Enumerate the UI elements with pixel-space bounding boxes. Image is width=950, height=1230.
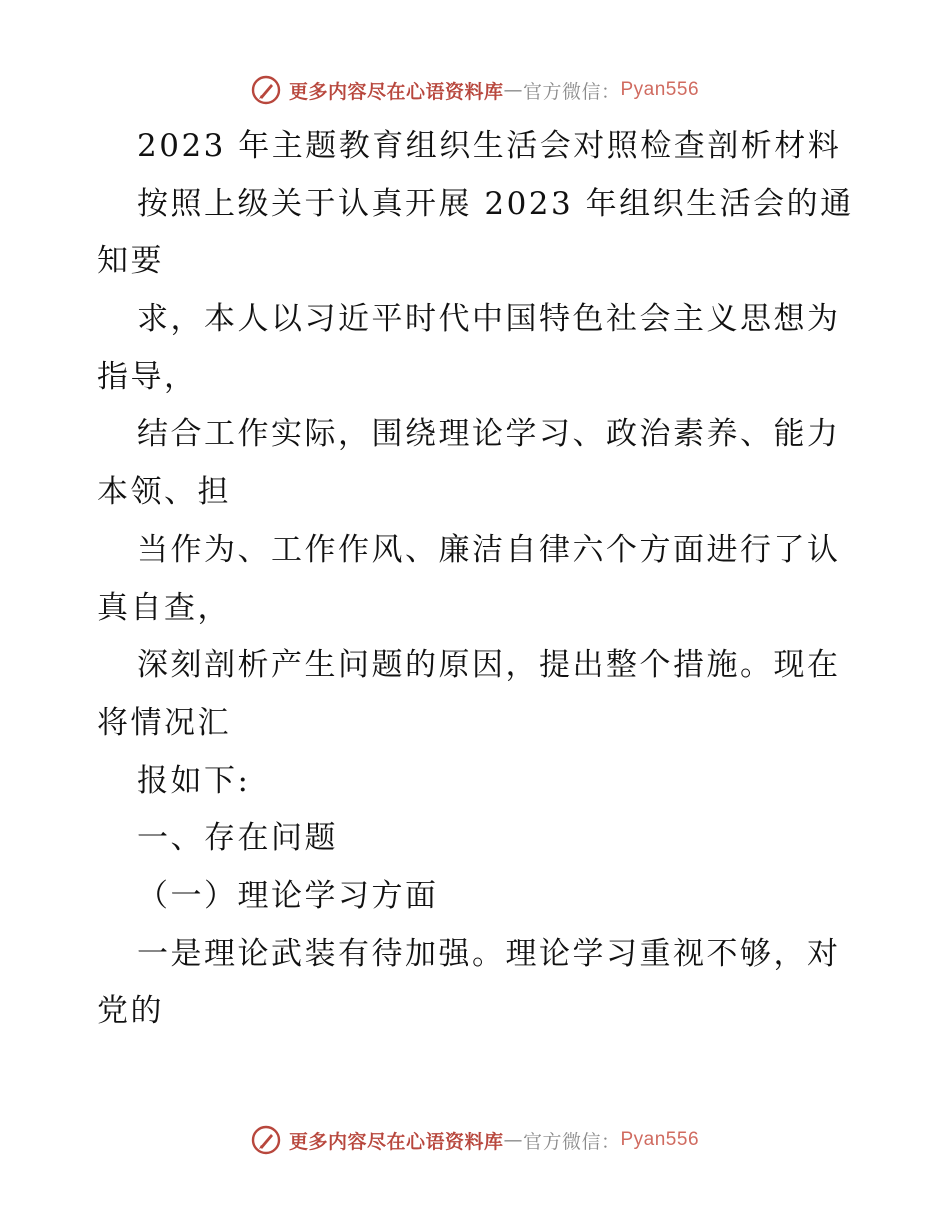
paragraph-line: 本领、担 (97, 474, 231, 511)
section-heading: 一、存在问题 (137, 820, 338, 857)
banner-dash: — (503, 1129, 523, 1151)
footer-watermark-banner (0, 1120, 950, 1160)
quill-seal-logo-icon (251, 75, 281, 105)
paragraph-line: 知要 (97, 243, 164, 280)
banner-wechat-id: Pyan556 (620, 79, 700, 100)
header-watermark-banner (0, 70, 950, 110)
paragraph-line: 深刻剖析产生问题的原因，提出整个措施。现在 (137, 647, 841, 684)
paragraph-line: 当作为、工作作风、廉洁自律六个方面进行了认 (137, 531, 841, 568)
paragraph-line: 求，本人以习近平时代中国特色社会主义思想为 (137, 301, 841, 338)
banner-brand-text: 更多内容尽在心语资料库 (288, 80, 504, 103)
subsection-heading: （一）理论学习方面 (137, 877, 439, 914)
paragraph-line: 按照上级关于认真开展 2023 年组织生活会的通 (137, 185, 854, 222)
document-body (97, 118, 857, 1041)
banner-wechat-id: Pyan556 (620, 1129, 700, 1150)
document-title: 2023 年主题教育组织生活会对照检查剖析材料 (137, 128, 842, 164)
paragraph-line: 党的 (97, 993, 164, 1030)
paragraph-line: 报如下: (137, 762, 251, 799)
banner-official-label: 官方微信： (522, 80, 621, 103)
quill-seal-logo-icon (251, 1125, 281, 1155)
paragraph-line: 结合工作实际，围绕理论学习、政治素养、能力 (137, 416, 841, 453)
paragraph-line: 指导， (97, 358, 198, 395)
banner-dash: — (503, 79, 523, 101)
paragraph-line: 将情况汇 (97, 704, 231, 741)
paragraph-line: 一是理论武装有待加强。理论学习重视不够，对 (137, 935, 841, 972)
paragraph-line: 真自查， (97, 589, 231, 626)
banner-official-label: 官方微信： (522, 1130, 621, 1153)
banner-brand-text: 更多内容尽在心语资料库 (288, 1130, 504, 1153)
